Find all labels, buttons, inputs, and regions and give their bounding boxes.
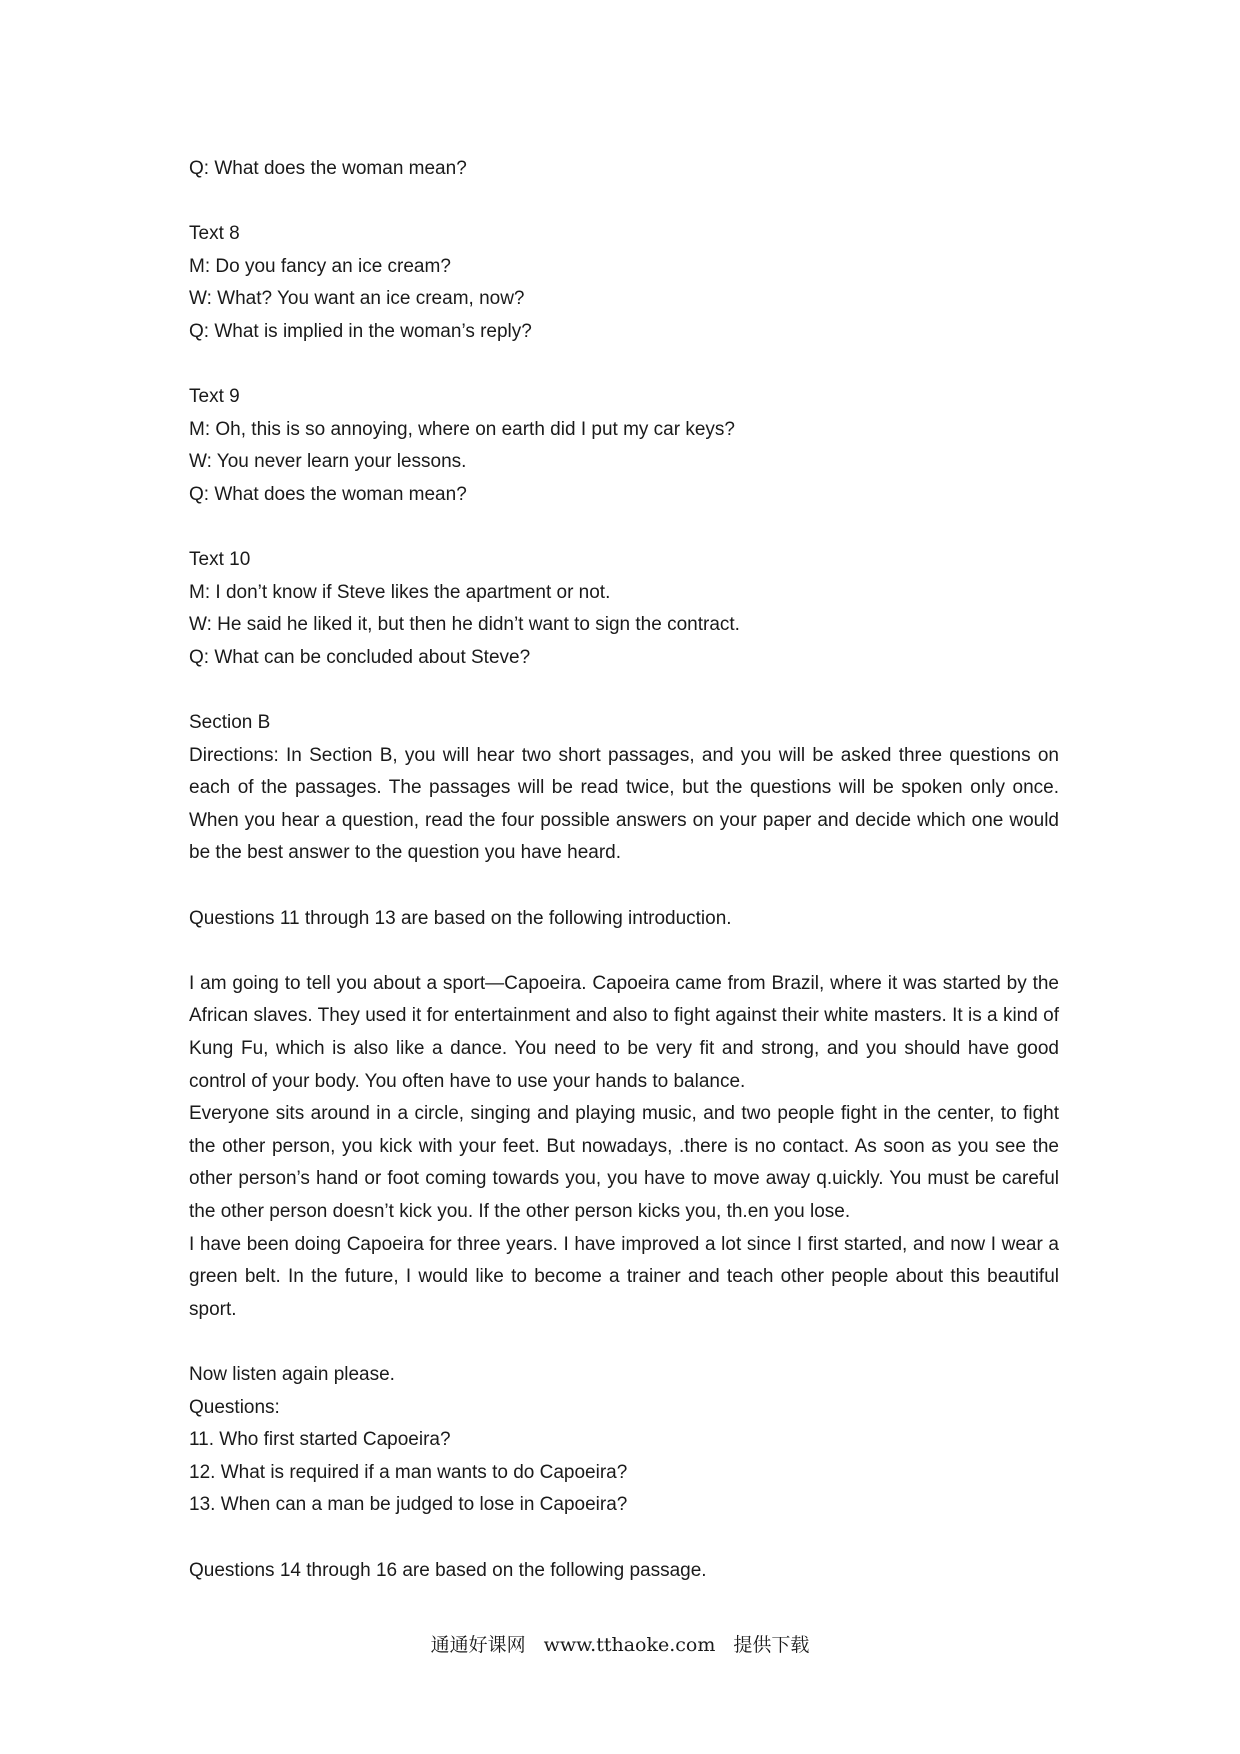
questions-heading: Questions: [189,1396,280,1418]
text8-woman-line: W: What? You want an ice cream, now? [189,288,525,310]
text9-heading: Text 9 [189,386,240,408]
question-13: 13. When can a man be judged to lose in Capoeira? [189,1494,628,1516]
text8-heading: Text 8 [189,223,240,245]
page-footer [0,1630,1240,1657]
text9-question: Q: What does the woman mean? [189,483,467,505]
text10-heading: Text 10 [189,549,251,571]
footer-site-name: 通通好课网 [430,1634,526,1656]
footer-url[interactable]: www.tthaoke.com [543,1634,716,1656]
text10-man-line: M: I don’t know if Steve likes the apartment or not. [189,581,611,603]
text10-woman-line: W: He said he liked it, but then he didn’t want to sign the contract. [189,614,740,636]
passage-paragraph-3: I have been doing Capoeira for three years. I have improved a lot since I first started, and now I wear a green belt. In the future, I would like to become a trainer and teach other people about this beautiful sport. [189,1233,1059,1320]
document-body [189,153,1059,1587]
listen-again-line: Now listen again please. [189,1363,395,1385]
question-12: 12. What is required if a man wants to do Capoeira? [189,1461,628,1483]
passage-paragraph-1: I am going to tell you about a sport—Capoeira. Capoeira came from Brazil, where it was started by the African slaves. They used it for entertainment and also to fight against their white masters. It is a kind of Kung Fu, which is also like a dance. You need to be very fit and strong, and you should have good control of your body. You often have to use your hands to balance. [189,972,1059,1092]
text8-question: Q: What is implied in the woman’s reply? [189,320,532,342]
text8-man-line: M: Do you fancy an ice cream? [189,255,451,277]
text9-man-line: M: Oh, this is so annoying, where on earth did I put my car keys? [189,418,735,440]
text10-question: Q: What can be concluded about Steve? [189,646,531,668]
questions-11-13-intro: Questions 11 through 13 are based on the following introduction. [189,907,732,929]
question-11: 11. Who first started Capoeira? [189,1429,451,1451]
footer-download-text: 提供下载 [733,1634,810,1656]
text9-woman-line: W: You never learn your lessons. [189,451,467,473]
questions-14-16-intro: Questions 14 through 16 are based on the following passage. [189,1559,707,1581]
section-b-heading: Section B [189,712,271,734]
passage-paragraph-2: Everyone sits around in a circle, singing and playing music, and two people fight in the center, to fight the other person, you kick with your feet. But nowadays, .there is no contact. As soon as you see the other person’s hand or foot coming towards you, you have to move away q.uickly. You must be careful the other person doesn’t kick you. If the other person kicks you, th.en you lose. [189,1103,1059,1222]
text7-question: Q: What does the woman mean? [189,158,467,179]
section-b-directions: Directions: In Section B, you will hear two short passages, and you will be asked three questions on each of the passages. The passages will be read twice, but the questions will be spoken only once. When you hear a question, read the four possible answers on your paper and decide which one would be the best answer to the question you have heard. [189,744,1059,864]
